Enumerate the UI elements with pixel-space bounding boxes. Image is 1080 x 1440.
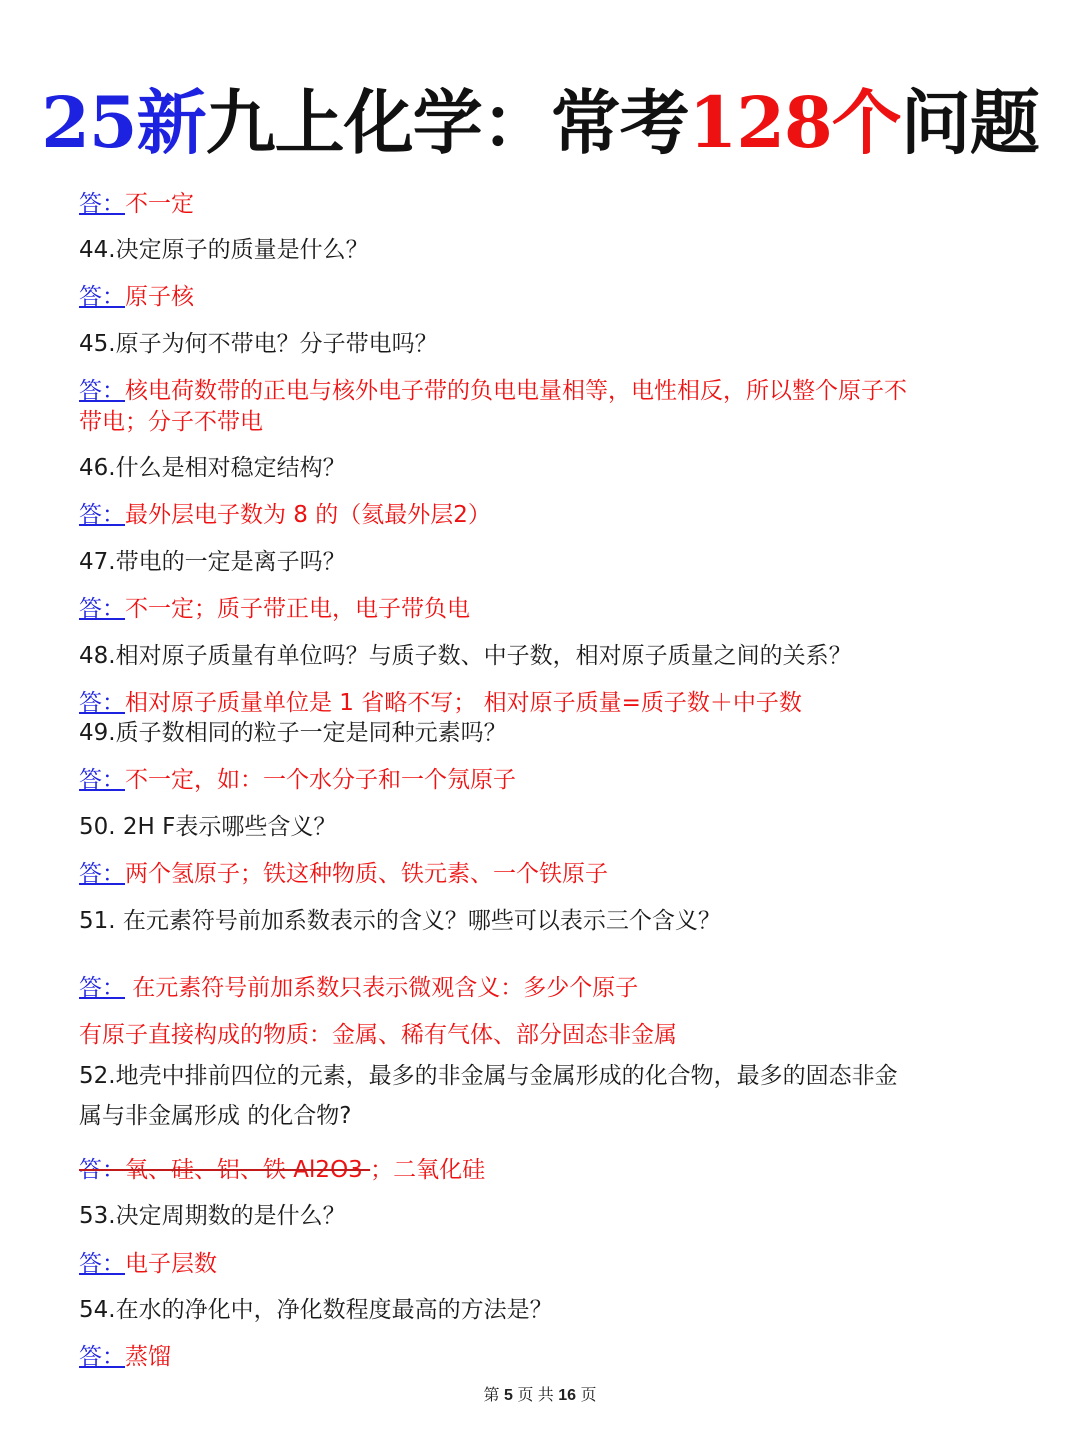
answer-label: 答： [79, 975, 125, 1001]
answer-label: 答： [79, 1157, 125, 1183]
answer-54 [79, 1341, 999, 1373]
question-44: 44.决定原子的质量是什么？ [79, 237, 369, 263]
question-52: 52.地壳中排前四位的元素，最多的非金属与金属形成的化合物，最多的固态非金 [79, 1063, 898, 1089]
answer-43 [79, 188, 999, 220]
answer-label: 答： [79, 502, 125, 528]
answer-49 [79, 764, 999, 796]
total-pages: 16 [558, 1387, 577, 1404]
answer-51-continued: 有原子直接构成的物质：金属、稀有气体、部分固态非金属 [79, 1022, 677, 1048]
answer-text: 最外层电子数为 8 的（氦最外层2） [125, 502, 491, 528]
question-53: 53.决定周期数的是什么？ [79, 1203, 346, 1229]
answer-label: 答： [79, 596, 125, 622]
answer-50 [79, 858, 999, 890]
answer-text: 不一定，如：一个水分子和一个氖原子 [125, 767, 516, 793]
question-52-continued: 属与非金属形成 的化合物? [79, 1103, 352, 1129]
answer-text: 相对原子质量单位是 1 省略不写； 相对原子质量=质子数＋中子数 [125, 690, 802, 716]
footer-middle: 页 共 [512, 1387, 559, 1404]
answer-label: 答： [79, 1344, 125, 1370]
page-title [0, 78, 1080, 168]
answer-label: 答： [79, 767, 125, 793]
footer-prefix: 第 [483, 1387, 504, 1404]
answer-text: 原子核 [125, 284, 194, 310]
title-part1: 25新 [41, 81, 206, 164]
question-50: 50. 2H F表示哪些含义？ [79, 814, 337, 840]
answer-text: 核电荷数带的正电与核外电子带的负电电量相等，电性相反，所以整个原子不 [125, 378, 907, 404]
footer-suffix: 页 [576, 1387, 597, 1404]
answer-52 [79, 1154, 999, 1186]
answer-label: 答： [79, 378, 125, 404]
answer-label: 答： [79, 1251, 125, 1277]
title-part2: 九上化学：常考 [205, 81, 689, 164]
answer-46 [79, 499, 999, 531]
question-54: 54.在水的净化中，净化数程度最高的方法是？ [79, 1297, 553, 1323]
answer-text: 蒸馏 [125, 1344, 171, 1370]
answer-text: 不一定 [125, 191, 194, 217]
answer-text: 电子层数 [125, 1251, 217, 1277]
question-51: 51. 在元素符号前加系数表示的含义？哪些可以表示三个含义？ [79, 908, 721, 934]
page-footer [0, 1382, 1080, 1405]
answer-text-struck: 氧、硅、铝、铁 Al2O3 [125, 1157, 371, 1183]
answer-47 [79, 593, 999, 625]
answer-text: 两个氢原子；铁这种物质、铁元素、一个铁原子 [125, 861, 608, 887]
title-part4: 问题 [900, 81, 1039, 164]
answer-45-continued: 带电；分子不带电 [79, 409, 263, 435]
question-47: 47.带电的一定是离子吗？ [79, 549, 346, 575]
answer-label: 答： [79, 861, 125, 887]
answer-label: 答： [79, 191, 125, 217]
question-48: 48.相对原子质量有单位吗？与质子数、中子数，相对原子质量之间的关系？ [79, 643, 852, 669]
answer-text: 在元素符号前加系数只表示微观含义：多少个原子 [125, 975, 639, 1001]
answer-44 [79, 281, 999, 313]
title-part3: 128个 [688, 81, 901, 164]
answer-label: 答： [79, 284, 125, 310]
question-45: 45.原子为何不带电？分子带电吗？ [79, 331, 438, 357]
answer-45 [79, 375, 999, 407]
answer-48 [79, 687, 999, 719]
answer-text: ；二氧化硅 [370, 1157, 486, 1183]
answer-label: 答： [79, 690, 125, 716]
answer-51 [79, 972, 999, 1004]
answer-text: 不一定；质子带正电，电子带负电 [125, 596, 470, 622]
question-46: 46.什么是相对稳定结构？ [79, 455, 346, 481]
current-page-number: 5 [503, 1387, 513, 1404]
question-49: 49.质子数相同的粒子一定是同种元素吗？ [79, 720, 507, 746]
answer-53 [79, 1248, 999, 1280]
